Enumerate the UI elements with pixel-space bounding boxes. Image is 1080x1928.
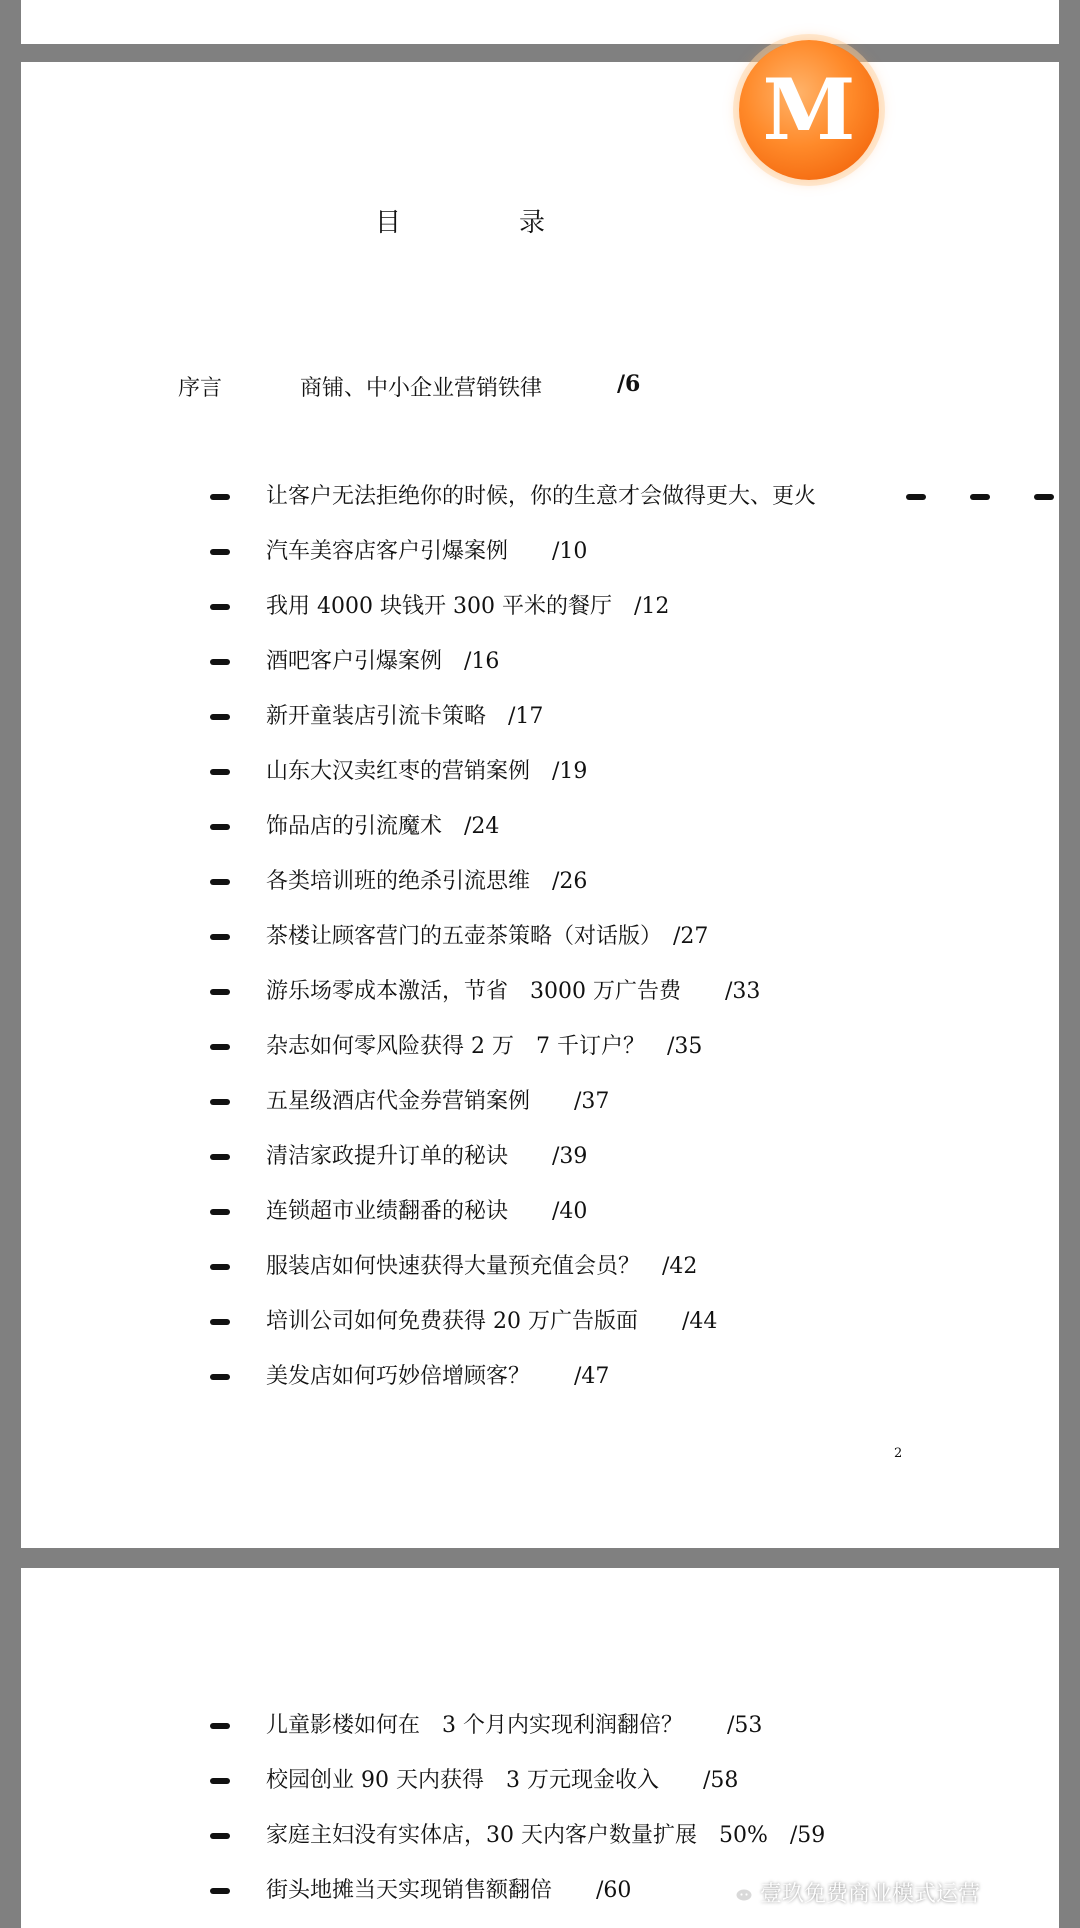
bullet-dash [210,1833,230,1839]
leader-dash [970,494,990,500]
toc-item-text: 新开童装店引流卡策略 /17 [266,704,544,729]
toc-item [0,535,1080,569]
toc-item-text: 家庭主妇没有实体店，30 天内客户数量扩展 50% /59 [266,1823,826,1848]
brand-logo [739,40,879,180]
logo-letter: M [762,60,856,159]
toc-item [0,1140,1080,1174]
toc-item-text: 汽车美容店客户引爆案例 /10 [266,539,588,564]
preface-page: /6 [617,371,641,397]
bullet-dash [210,494,230,500]
toc-item-text: 美发店如何巧妙倍增顾客？ /47 [266,1364,610,1389]
bullet-dash [210,1264,230,1270]
bullet-dash [210,604,230,610]
toc-item [0,975,1080,1009]
leader-dash [1034,494,1054,500]
preface-label: 序言 [178,376,223,401]
toc-item [0,590,1080,624]
bullet-dash [210,1778,230,1784]
watermark-text: 壹玖免费商业模式运营 [760,1881,981,1907]
toc-item-text: 杂志如何零风险获得 2 万 7 千订户？ /35 [266,1034,703,1059]
toc-item [0,755,1080,789]
toc-item-text: 培训公司如何免费获得 20 万广告版面 /44 [266,1309,718,1334]
toc-item [0,810,1080,844]
toc-item-text: 山东大汉卖红枣的营销案例 /19 [266,759,588,784]
toc-item-text: 饰品店的引流魔术 /24 [266,814,500,839]
bullet-dash [210,1209,230,1215]
toc-item-text: 酒吧客户引爆案例 /16 [266,649,500,674]
toc-item [0,645,1080,679]
toc-item-text: 让客户无法拒绝你的时候，你的生意才会做得更大、更火 [266,484,817,509]
toc-item-text: 游乐场零成本激活，节省 3000 万广告费 /33 [266,979,761,1004]
toc-item-text: 街头地摊当天实现销售额翻倍 /60 [266,1878,632,1903]
bullet-dash [210,769,230,775]
bullet-dash [210,549,230,555]
bullet-dash [210,659,230,665]
bullet-dash [210,1374,230,1380]
toc-item [0,1360,1080,1394]
toc-item [0,1250,1080,1284]
bullet-dash [210,879,230,885]
bullet-dash [210,1319,230,1325]
toc-item-text: 连锁超市业绩翻番的秘诀 /40 [266,1199,588,1224]
toc-item [0,480,1080,514]
toc-item [0,1305,1080,1339]
page-number: 2 [894,1446,903,1461]
toc-item-text: 校园创业 90 天内获得 3 万元现金收入 /58 [266,1768,739,1793]
bullet-dash [210,1099,230,1105]
toc-item [0,1819,1080,1853]
toc-heading: 目 录 [375,208,592,238]
wechat-icon [724,1879,754,1905]
toc-item [0,865,1080,899]
toc-item-text: 我用 4000 块钱开 300 平米的餐厅 /12 [266,594,670,619]
watermark [724,1876,980,1908]
bullet-dash [210,934,230,940]
toc-item [0,1709,1080,1743]
toc-item [0,1030,1080,1064]
toc-item [0,1195,1080,1229]
toc-item-text: 儿童影楼如何在 3 个月内实现利润翻倍？ /53 [266,1713,763,1738]
bullet-dash [210,1154,230,1160]
toc-item [0,1085,1080,1119]
toc-item-text: 服装店如何快速获得大量预充值会员？ /42 [266,1254,698,1279]
toc-item-text: 清洁家政提升订单的秘诀 /39 [266,1144,588,1169]
bullet-dash [210,989,230,995]
previous-page [21,0,1059,44]
toc-item-text: 茶楼让顾客营门的五壶茶策略（对话版） /27 [266,924,709,949]
bullet-dash [210,1044,230,1050]
toc-item [0,1764,1080,1798]
toc-item-text: 各类培训班的绝杀引流思维 /26 [266,869,588,894]
bullet-dash [210,714,230,720]
toc-item [0,920,1080,954]
leader-dash [906,494,926,500]
toc-item-text: 五星级酒店代金券营销案例 /37 [266,1089,610,1114]
bullet-dash [210,1888,230,1894]
bullet-dash [210,824,230,830]
toc-item [0,700,1080,734]
bullet-dash [210,1723,230,1729]
preface-title: 商铺、中小企业营销铁律 [300,376,543,401]
